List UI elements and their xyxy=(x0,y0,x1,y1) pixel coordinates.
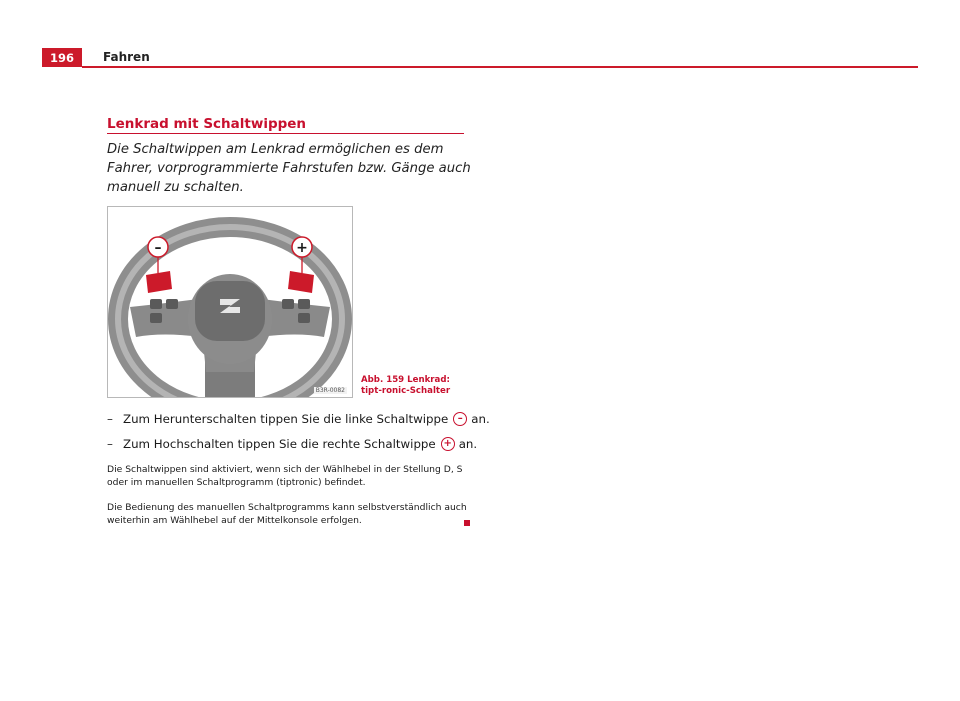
paragraph-activation: Die Schaltwippen sind aktiviert, wenn sich der Wählhebel in der Stellung D, S oder im manuellen Schaltprogramm (tiptronic) befindet. xyxy=(107,464,463,488)
plus-badge-icon: + xyxy=(441,437,455,451)
step-text-after: an. xyxy=(458,437,478,451)
header-rule xyxy=(82,66,918,68)
figure-code: B3R-0082 xyxy=(315,387,345,394)
steering-wheel-figure xyxy=(107,206,353,398)
article-heading: Lenkrad mit Schaltwippen xyxy=(107,116,307,132)
step-upshift xyxy=(107,437,477,451)
step-text: Zum Hochschalten tippen Sie die rechte Schaltwippe xyxy=(123,437,436,451)
step-dash: – xyxy=(107,412,113,426)
plus-callout-label: + xyxy=(296,240,308,256)
paragraph-selector-lever: Die Bedienung des manuellen Schaltprogramms kann selbstverständlich auch weiterhin am Wählhebel auf der Mittelkonsole erfolgen. xyxy=(107,502,467,526)
figure-caption: Abb. 159 Lenkrad: tipt-ronic-Schalter xyxy=(361,375,451,396)
minus-callout-label: – xyxy=(154,240,162,256)
step-downshift xyxy=(107,412,490,426)
section-title: Fahren xyxy=(103,50,150,64)
step-dash: – xyxy=(107,437,113,451)
step-text: Zum Herunterschalten tippen Sie die linke Schaltwippe xyxy=(123,412,449,426)
minus-badge-icon: – xyxy=(453,412,467,426)
page-number: 196 xyxy=(42,48,82,67)
heading-underline xyxy=(107,133,464,134)
section-end-mark xyxy=(464,520,470,526)
intro-text: Die Schaltwippen am Lenkrad ermöglichen es dem Fahrer, vorprogrammierte Fahrstufen bzw. Gänge auch manuell zu schalten. xyxy=(107,142,471,195)
steering-wheel-illustration xyxy=(108,207,352,397)
step-text-after: an. xyxy=(471,412,490,426)
